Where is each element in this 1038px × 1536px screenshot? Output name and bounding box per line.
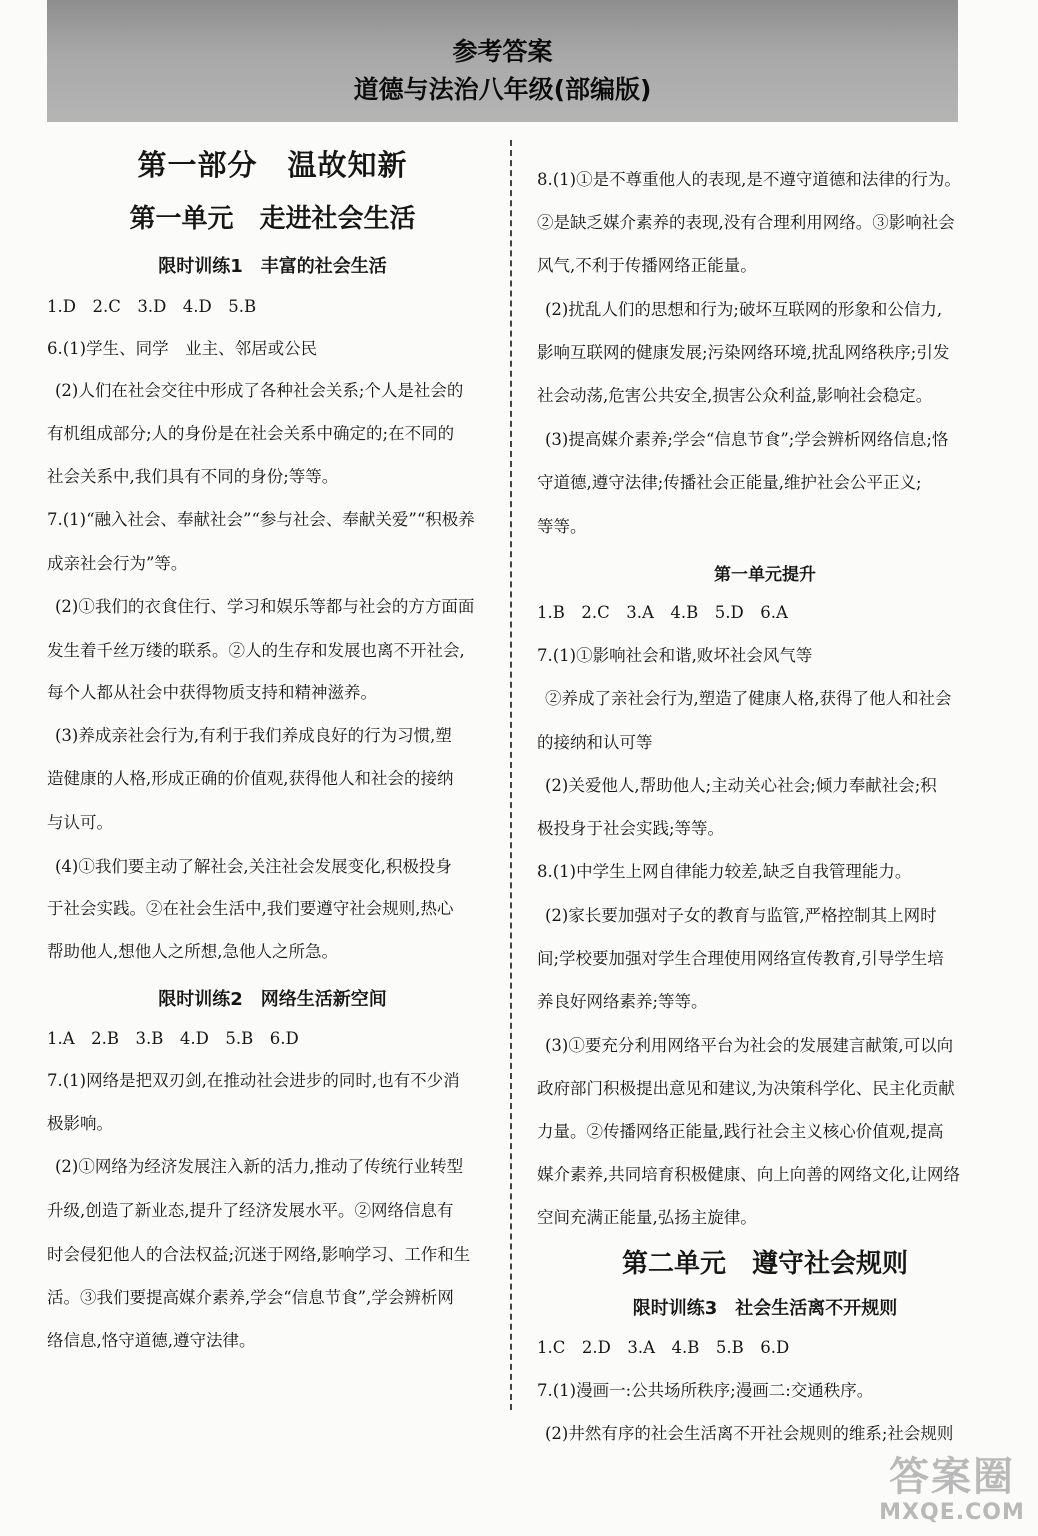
section-title-training-2: 限时训练2 网络生活新空间 (158, 989, 387, 1010)
answer-line: 1.B 2.C 3.A 4.B 5.D 6.A (537, 603, 788, 622)
watermark-text: 答案圈 (889, 1454, 1015, 1500)
unit-title: 第一单元 走进社会生活 (129, 204, 416, 234)
answer-line: 6.(1)学生、同学 业主、邻居或公民 (47, 339, 318, 358)
answer-line: 养良好网络素养;等等。 (537, 992, 708, 1011)
answer-line: 于社会实践。②在社会生活中,我们要遵守社会规则,热心 (47, 899, 454, 918)
answer-line: 7.(1)“融入社会、奉献社会”“参与社会、奉献关爱”“积极养 (47, 510, 475, 529)
answer-line: 活。③我们要提高媒介素养,学会“信息节食”,学会辨析网 (47, 1288, 454, 1307)
answer-line: (3)①要充分利用网络平台为社会的发展建言献策,可以向 (545, 1036, 954, 1055)
answer-line: 1.D 2.C 3.D 4.D 5.B (47, 297, 257, 316)
watermark-domain: MXQE.COM (879, 1500, 1025, 1525)
answer-line: 守道德,遵守法律;传播社会正能量,维护社会公平正义; (537, 473, 922, 492)
answer-line: ②养成了亲社会行为,塑造了健康人格,获得了他人和社会 (545, 689, 952, 708)
answer-line: 力量。②传播网络正能量,践行社会主义核心价值观,提高 (537, 1122, 944, 1141)
answer-line: 时会侵犯他人的合法权益;沉迷于网络,影响学习、工作和生 (47, 1245, 471, 1264)
watermark-logo (872, 1454, 1032, 1532)
answer-line: 发生着千丝万缕的联系。②人的生存和发展也离不开社会, (47, 641, 465, 660)
answer-line: 7.(1)漫画一:公共场所秩序;漫画二:交通秩序。 (537, 1381, 874, 1400)
answer-line: 等等。 (537, 517, 587, 536)
section-title-unit-1-upgrade: 第一单元提升 (714, 565, 816, 585)
answer-line: 帮助他人,想他人之所想,急他人之所急。 (47, 942, 338, 961)
page-header-banner (47, 0, 958, 122)
answer-line: 有机组成部分;人的身份是在社会关系中确定的;在不同的 (47, 424, 455, 443)
answer-line: 8.(1)①是不尊重他人的表现,是不遵守道德和法律的行为。 (537, 170, 961, 189)
answer-line: (2)家长要加强对子女的教育与监管,严格控制其上网时 (545, 906, 937, 925)
header-title: 参考答案 (452, 37, 553, 66)
answer-line: 成亲社会行为”等。 (47, 554, 188, 573)
section-title-training-1: 限时训练1 丰富的社会生活 (158, 256, 387, 277)
answer-line: 社会关系中,我们具有不同的身份;等等。 (47, 467, 339, 486)
part-title: 第一部分 温故知新 (137, 148, 408, 182)
answer-line: 7.(1)网络是把双刃剑,在推动社会进步的同时,也有不少消 (47, 1071, 460, 1090)
answer-line: ②是缺乏媒介素养的表现,没有合理利用网络。③影响社会 (537, 213, 955, 232)
answer-line: 络信息,恪守道德,遵守法律。 (47, 1331, 256, 1350)
answer-line: 社会动荡,危害公共安全,损害公众利益,影响社会稳定。 (537, 386, 933, 405)
answer-line: 间;学校要加强对学生合理使用网络宣传教育,引导学生培 (537, 949, 944, 968)
answer-line: (2)扰乱人们的思想和行为;破坏互联网的形象和公信力, (545, 300, 943, 319)
answer-line: (2)①我们的衣食住行、学习和娱乐等都与社会的方方面面 (55, 597, 475, 616)
answer-line: (2)人们在社会交往中形成了各种社会关系;个人是社会的 (55, 381, 464, 400)
answer-line: 的接纳和认可等 (537, 733, 653, 752)
answer-line: 7.(1)①影响社会和谐,败坏社会风气等 (537, 646, 813, 665)
answer-line: (2)关爱他人,帮助他人;主动关心社会;倾力奉献社会;积 (545, 776, 937, 795)
answer-line: (4)①我们要主动了解社会,关注社会发展变化,积极投身 (55, 857, 452, 876)
answer-line: 1.A 2.B 3.B 4.D 5.B 6.D (47, 1029, 299, 1048)
answer-line: (2)①网络为经济发展注入新的活力,推动了传统行业转型 (55, 1157, 464, 1176)
answer-line: 媒介素养,共同培育积极健康、向上向善的网络文化,让网络 (537, 1165, 960, 1184)
answer-line: 影响互联网的健康发展;污染网络环境,扰乱网络秩序;引发 (537, 343, 950, 362)
answer-line: 造健康的人格,形成正确的价值观,获得他人和社会的接纳 (47, 769, 454, 788)
answer-line: 8.(1)中学生上网自律能力较差,缺乏自我管理能力。 (537, 862, 912, 881)
answer-line: 极投身于社会实践;等等。 (537, 819, 725, 838)
answer-line: 极影响。 (47, 1114, 113, 1133)
answer-line: (3)提高媒介素养;学会“信息节食”;学会辨析网络信息;恪 (545, 430, 949, 449)
column-divider (510, 140, 512, 1410)
answer-line: 1.C 2.D 3.A 4.B 5.B 6.D (537, 1338, 790, 1357)
section-title-training-3: 限时训练3 社会生活离不开规则 (632, 1298, 898, 1319)
answer-line: 每个人都从社会中获得物质支持和精神滋养。 (47, 683, 377, 702)
answer-line: 与认可。 (47, 813, 113, 832)
answer-line: 升级,创造了新业态,提升了经济发展水平。②网络信息有 (47, 1201, 454, 1220)
answer-line: (2)井然有序的社会生活离不开社会规则的维系;社会规则 (545, 1424, 954, 1443)
header-subtitle: 道德与法治八年级(部编版) (353, 75, 652, 104)
answer-line: 政府部门积极提出意见和建议,为决策科学化、民主化贡献 (537, 1079, 955, 1098)
answer-line: (3)养成亲社会行为,有利于我们养成良好的行为习惯,塑 (55, 726, 452, 745)
unit-2-title: 第二单元 遵守社会规则 (621, 1249, 908, 1279)
answer-line: 空间充满正能量,弘扬主旋律。 (537, 1208, 757, 1227)
answer-line: 风气,不利于传播网络正能量。 (537, 256, 757, 275)
